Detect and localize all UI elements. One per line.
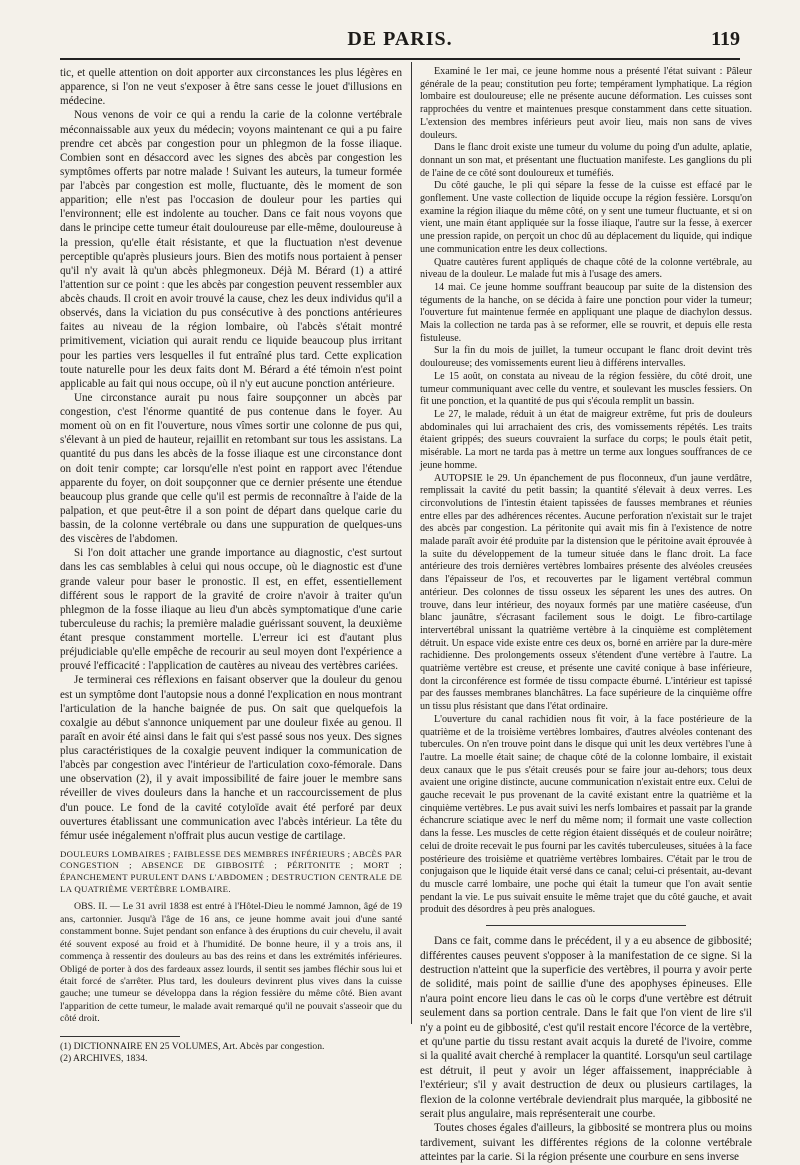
left-column: [60, 66, 402, 1065]
header-rule: [60, 58, 740, 60]
paragraph: Dans le flanc droit existe une tumeur du volume du poing d'un adulte, aplatie, donnant un son mat, et présentant une fluctuation manifeste. Les ganglions du pli de l'aine de ce côté sont douloureux et tuméfiés.: [420, 142, 752, 179]
footnotes: [60, 1041, 402, 1066]
paragraph: Dans ce fait, comme dans le précédent, il y a eu absence de gibbosité; différentes causes peuvent s'opposer à la manifestation de ce signe. Si la destruction n'atteint que la superficie des vertèbres, il pourra y avoir perte de solidité, mais point de saillie d'une des apophyses épineuses. Elle n'aura point encore lieu dans le cas où le corps d'une vertèbre est détruit seulement dans sa portion centrale. Dans le fait que l'on vient de lire s'il n'y a point eu de gibbosité, c'est qu'il restait encore l'écorce de la vertèbre, et qu'une partie du tissu restant avait acquis la dureté de l'ivoire, comme si la qualité avait cherché à remplacer la quantité. Lorsqu'un seul cartilage est détruit, il peut y avoir un léger affaissement, inappréciable à l'extérieur; s'il y avait destruction de deux ou plusieurs cartilages, la flexion de la colonne vertébrale deviendrait plus marquée, la gibbosité ne serait plus angulaire, mais représenterait une courbe.: [420, 935, 752, 1120]
paragraph: Quatre cautères furent appliqués de chaque côté de la colonne vertébrale, au niveau de la douleur. Le malade fut mis à l'usage des amers.: [420, 256, 752, 281]
paragraph: 14 mai. Ce jeune homme souffrant beaucoup par suite de la distension des téguments de la hanche, on se décida à faire une ponction pour vider la tumeur; l'ouverture fut maintenue fermée en appliquant une plaque de diachylon dessus. Mais la collection ne tarda pas à se reformer, elle se rouvrit, et depuis elle resta fistuleuse.: [420, 281, 752, 344]
case-details: [420, 66, 752, 917]
footnote-rule: [60, 1036, 180, 1037]
commentary: [420, 934, 752, 1165]
observation-heading: DOULEURS LOMBAIRES ; FAIBLESSE DES MEMBRES INFÉRIEURS ; ABCÈS PAR CONGESTION ; ABSENCE DE GIBBOSITÉ ; PÉRITONITE ; MORT ; ÉPANCHEMENT PURULENT DANS L'ABDOMEN ; DESTRUCTION CENTRALE DE LA QUATRIÈME VERTÈBRE LOMBAIRE.: [60, 848, 402, 894]
paragraph: Une circonstance aurait pu nous faire soupçonner un abcès par congestion, c'est l'énorme quantité de pus contenue dans le foyer. Au moment où on en fit l'ouverture, nous vîmes sortir une colonne de pus qui, s'élevant à un pied de hauteur, rejaillit en retombant sur tous les assistans. La quantité du pus dans les abcès de la fosse iliaque est une circonstance dont on doit tenir compte; car lorsqu'elle n'est point en rapport avec l'étendue apparente du foyer, on doit soupçonner que ce dernier présente une étendue beaucoup plus grande que celle qu'il est permis de reconnaître à l'aide de la palpation, et que peut-être il a son point de départ dans quelque carie du bassin, de la colonne vertébrale ou dans une suppuration de quelques-uns des viscères de l'abdomen.: [60, 391, 402, 546]
paragraph: Examiné le 1er mai, ce jeune homme nous a présenté l'état suivant : Pâleur générale de la peau; constitution peu forte; tempérament lymphatique. La région lombaire est douloureuse; elle ne présente aucune déformation. Les cuisses sont rapprochées du ventre et maintenues presque constamment dans cette situation. L'extension des membres inférieurs peut avoir lieu, mais non sans de vives douleurs.: [420, 66, 752, 141]
autopsy-paragraph: AUTOPSIE le 29. Un épanchement de pus floconneux, d'un jaune verdâtre, remplissait la cavité du petit bassin; la quantité s'élevait à deux verres. Les circonvolutions de l'intestin étaient tapissées de fausses membranes et réunies entre elles par des adhérences récentes. Aucune perforation n'existait sur le trajet des abcès par congestion. La péritonite qui avait mis fin à l'existence de notre malade paraît avoir été produite par la distension que le péritoine avait éprouvée à la suite du développement de la tumeur située dans le flanc droit. La face antérieure des trois dernières vertèbres lombaires présente des alvéoles creusées dans l'épaisseur de l'os, et recouvertes par le ligament vertébral commun antérieur. Des colonnes de tissu osseux les séparent les unes des autres. On trouve, dans leur intérieur, des noyaux formés par une matière caséeuse, d'un blanc jaunâtre, s'écrasant facilement sous le doigt. Le fibro-cartilage intervertébral unissant la quatrième vertèbre à la cinquième est complètement détruit. Un espace vide existe entre ces deux os, borné en arrière par la dure-mère rachidienne. Des prolongements osseux s'étendent d'une vertèbre à l'autre. La quatrième vertèbre est creuse, et présente une cavité conique à base inférieure, dont la circonférence est formée de tissu compacte éburné. L'intérieur est tapissé par des fausses membranes blanchâtres. La face supérieure de la cinquième offre un tissu plus résistant que dans l'état ordinaire.: [420, 472, 752, 713]
paragraph: L'ouverture du canal rachidien nous fit voir, à la face postérieure de la quatrième et de la troisième vertèbres lombaires, d'autres alvéoles contenant des tubercules. On n'en trouve point dans le disque qui unit les deux vertèbres l'une à l'autre. La moelle était saine; de chaque côté de la colonne lombaire, il existait deux canaux que le pus s'était creusés pour se faire jour au-dehors; tous deux avaient une origine distincte, aucune communication n'existait entre eux. Celui de gauche recevait le pus provenant de la cavité existant entre la quatrième et la cinquième vertèbres. Le pus avait suivi les nerfs lombaires et passait par la grande échancrure sciatique avec le nerf du même nom; il formait une vaste collection dans la fesse. Les muscles de cette région étaient disséqués et de couleur noirâtre; celui de droite recevait le pus fourni par les cavités tuberculeuses, situées à la face postérieure des troisième et quatrième vertèbres lombaires. C'était par le trou de conjugaison que le liquide était versé dans ce canal; celui-ci présentait, au-devant du muscle carré lombaire, une poche qui était la tumeur que l'on avait sentie pendant la vie. Le pus suivait ensuite le même trajet que du côté gauche, et avait produit des désordres à peu près analogues.: [420, 713, 752, 916]
page-number: 119: [711, 28, 740, 50]
paragraph: Nous venons de voir ce qui a rendu la carie de la colonne vertébrale méconnaissable aux yeux du médecin; voyons maintenant ce qui a pu faire prendre cet abcès par congestion pour un phlegmon de la fosse iliaque. Combien sont en désaccord avec les signes des abcès par congestion les symptômes offerts par notre malade ! Suivant les auteurs, la tumeur formée par l'abcès par congestion est molle, fluctuante, dès le moment de son apparition; elle n'est pas l'occasion de douleur pour les parties qui l'environnent; elle est indolente au toucher. Dans ce fait nous voyons que dans le principe cette tumeur était douloureuse par elle-même, douloureuse à la pression, qu'elle était résistante, et que la fluctuation n'est devenue perceptible qu'après plusieurs jours. Bien des motifs nous portaient à penser qu'il n'y avait là qu'un abcès phlegmoneux. Déjà M. Bérard (1) a attiré l'attention sur ce point : que les abcès par congestion peuvent ressembler aux abcès chauds. Il croit en avoir trouvé la cause, chez les deux individus qu'il a observés, dans la viciation du pus consécutive à des ponctions antérieures faites au niveau de la région lombaire, où l'abcès s'était montré primitivement, viciation qui aurait rendu ce liquide beaucoup plus irritant pour les parties vers lesquelles il fut entraîné plus tard. Cette explication toute naturelle pour les deux faits dont M. Bérard a été témoin n'est point applicable au fait qui nous occupe, où il n'y eut aucune ponction antérieure.: [60, 109, 402, 390]
footnote: (1) DICTIONNAIRE EN 25 VOLUMES, Art. Abcès par congestion.: [60, 1040, 325, 1052]
observation-paragraph: OBS. II. — Le 31 avril 1838 est entré à l'Hôtel-Dieu le nommé Jamnon, âgé de 19 ans, cartonnier. Jusqu'à l'âge de 16 ans, ce jeune homme avait joui d'une santé constamment bonne. Sujet pendant son enfance à des éruptions du cuir chevelu, il avait été souvent exposé au froid et à l'humidité. De bonne heure, il y a trois ans, il commença à ressentir des douleurs au bas des reins et dans les extrémités inférieures. Obligé de porter à dos des fardeaux assez lourds, il sentit ses jambes fléchir sous lui et était forcé de s'arrêter. Plus tard, les douleurs devinrent plus vives dans la cuisse gauche; une tumeur se développa dans la région fessière du même côté. Bien avant l'apparition de cette tumeur, le malade avait remarqué qu'il ne pouvait s'asseoir que du côté droit.: [60, 901, 402, 1025]
paragraph: Le 27, le malade, réduit à un état de maigreur extrême, fut pris de douleurs abdominales qui lui arrachaient des cris, des vomissements répétés. Les traits étaient grippés; des sueurs couvraient la surface du corps; le pouls était petit, misérable. La mort ne tarda pas à mettre un terme aux longues souffrances de ce jeune homme.: [420, 408, 752, 471]
paragraph: Toutes choses égales d'ailleurs, la gibbosité se montrera plus ou moins tardivement, suivant les différentes régions de la colonne vertébrale atteintes par la carie. Si la région présente une courbure en sens inverse: [420, 1122, 752, 1164]
paragraph: Le 15 août, on constata au niveau de la région fessière, du côté droit, une tumeur communiquant avec celle du ventre, et soulevant les muscles fessiers. On fit une ponction, et la quantité de pus qui s'écoula remplit un bassin.: [420, 370, 752, 408]
paragraph: Je terminerai ces réflexions en faisant observer que la douleur du genou est un symptôme dont l'autopsie nous a donné l'explication en nous montrant l'articulation de la hanche baignée de pus. On sait que quelquefois la coxalgie au début s'annonce uniquement par une douleur fixée au genou. Il paraît en avoir été ainsi dans le fait qui s'est passé sous nos yeux. Des signes plus caractéristiques de la coxalgie peuvent indiquer la communication de l'abcès par congestion avec l'intérieur de l'articulation coxo-fémorale. Dans une observation (2), il y avait impossibilité de faire jouer le membre sans réveiller de vives douleurs dans la hanche et un raccourcissement de plus d'un pouce. Le fond de la cavité cotyloïde avait été perforé par deux ouvertures établissant une communication avec l'abcès intérieur. La tête du fémur usée inégalement n'offrait plus aucun vestige de cartilage.: [60, 674, 402, 842]
paragraph: Du côté gauche, le pli qui sépare la fesse de la cuisse est effacé par le gonflement. Une vaste collection de liquide occupe la région fessière. Lorsqu'on examine la région iliaque du même côté, on y sent une tumeur fluctuante, et si on vient, une main étant appliquée sur la fosse iliaque, l'autre sur la fesse, à exercer une pression rapide, on perçoit un choc dû au déplacement du liquide, qui indique une communication entre les deux collections.: [420, 180, 752, 255]
running-title: DE PARIS.: [347, 28, 453, 50]
right-column: [420, 66, 752, 1165]
page-header: [60, 28, 740, 54]
column-divider: [411, 62, 412, 1024]
section-rule: [486, 925, 686, 926]
paragraph: Si l'on doit attacher une grande importance au diagnostic, c'est surtout dans les cas semblables à celui qui nous occupe, où le diagnostic est d'une grande valeur pour baser le pronostic. Il est, en effet, essentiellement différent sous le rapport de la gravité de croire n'avoir à traiter qu'un phlegmon de la fosse iliaque au lieu d'un abcès symptomatique d'une carie tuberculeuse du rachis; la première maladie guérissant souvent, la deuxième étant presque constamment mortelle. L'erreur ici est d'autant plus préjudiciable qu'elle empêche de recourir au seul moyen dont l'expérience a prouvé l'efficacité : l'application de cautères au niveau des vertèbres cariées.: [60, 547, 402, 673]
paragraph: tic, et quelle attention on doit apporter aux circonstances les plus légères en apparence, si l'on ne veut s'exposer à être sans cesse le jouet d'illusions en médecine.: [60, 67, 402, 108]
footnote: (2) ARCHIVES, 1834.: [60, 1053, 148, 1065]
paragraph: Sur la fin du mois de juillet, la tumeur occupant le flanc droit devint très douloureuse; des vomissements eurent lieu à différens intervalles.: [420, 345, 752, 370]
